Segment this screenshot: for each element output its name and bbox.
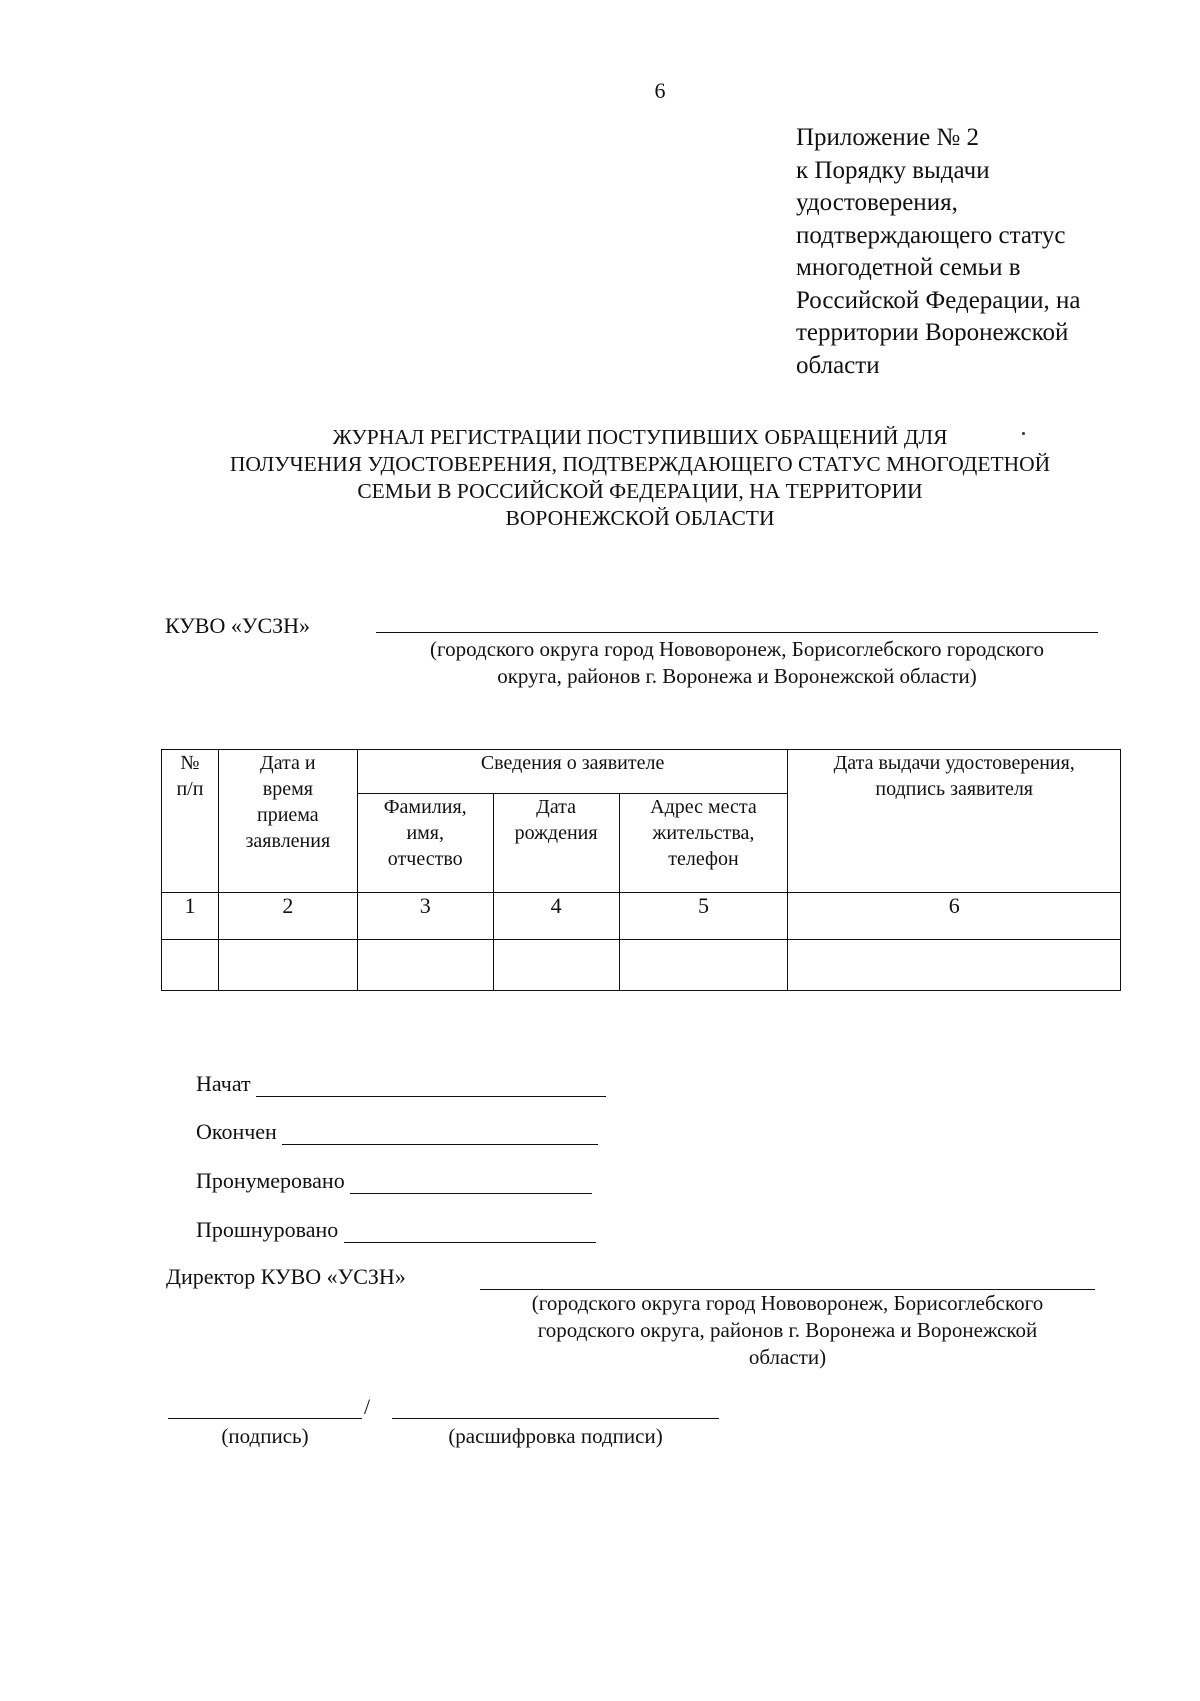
- header-full-name: Фамилия, имя, отчество: [357, 794, 493, 893]
- started-field: [196, 1071, 606, 1097]
- director-label: Директор КУВО «УСЗН»: [166, 1264, 406, 1289]
- title-line: ЖУРНАЛ РЕГИСТРАЦИИ ПОСТУПИВШИХ ОБРАЩЕНИЙ ДЛЯ: [332, 425, 948, 449]
- appendix-line: удостоверения,: [796, 189, 958, 216]
- organization-label: КУВО «УСЗН»: [165, 613, 311, 638]
- caption-line: области): [748, 1345, 827, 1369]
- registration-journal-table: [161, 749, 1121, 991]
- finished-label: Окончен: [196, 1119, 277, 1144]
- signature-decoding-line[interactable]: [392, 1418, 719, 1419]
- header-date-time: Дата и время приема заявления: [218, 750, 357, 893]
- table-row: [162, 940, 1121, 991]
- column-number: 6: [788, 893, 1121, 940]
- caption-line: городского округа, районов г. Воронежа и Воронежской: [537, 1318, 1038, 1342]
- table-cell[interactable]: [788, 940, 1121, 991]
- numbered-label: Пронумеровано: [196, 1168, 345, 1193]
- numbered-field: [196, 1168, 592, 1194]
- finished-field: [196, 1119, 598, 1145]
- page-number: 6: [654, 78, 666, 103]
- speck-mark: [1022, 432, 1025, 435]
- appendix-line: Российской Федерации, на: [796, 286, 1081, 314]
- finished-fill-line[interactable]: [282, 1122, 598, 1145]
- director-caption: [480, 1290, 1095, 1371]
- appendix-line: территории Воронежской: [796, 319, 1069, 346]
- appendix-line: Приложение № 2: [796, 124, 980, 151]
- signature-separator: /: [364, 1394, 371, 1419]
- column-number: 5: [619, 893, 788, 940]
- column-number: 1: [162, 893, 219, 940]
- signature-caption: (подпись): [221, 1424, 309, 1448]
- signature-line[interactable]: [168, 1418, 362, 1419]
- appendix-line: подтверждающего статус: [796, 221, 1066, 249]
- appendix-line: многодетной семьи в: [796, 254, 1021, 281]
- title-line: СЕМЬИ В РОССИЙСКОЙ ФЕДЕРАЦИИ, НА ТЕРРИТОРИИ: [357, 479, 923, 503]
- column-number: 2: [218, 893, 357, 940]
- numbered-fill-line[interactable]: [350, 1171, 592, 1194]
- title-line: ВОРОНЕЖСКОЙ ОБЛАСТИ: [505, 506, 775, 530]
- table-cell[interactable]: [162, 940, 219, 991]
- laced-field: [196, 1217, 596, 1243]
- laced-label: Прошнуровано: [196, 1217, 339, 1242]
- document-title: [160, 424, 1120, 532]
- appendix-reference: [796, 122, 1081, 382]
- caption-line: округа, районов г. Воронежа и Воронежской области): [497, 664, 977, 688]
- header-applicant-info: Сведения о заявителе: [357, 750, 788, 794]
- table-cell[interactable]: [493, 940, 619, 991]
- column-number: 4: [493, 893, 619, 940]
- signature-decoding-caption: (расшифровка подписи): [448, 1424, 663, 1448]
- caption-line: (городского округа город Нововоронеж, Борисоглебского городского: [430, 637, 1044, 661]
- organization-fill-line[interactable]: [376, 632, 1098, 633]
- appendix-line: к Порядку выдачи: [796, 156, 990, 184]
- title-line: ПОЛУЧЕНИЯ УДОСТОВЕРЕНИЯ, ПОДТВЕРЖДАЮЩЕГО СТАТУС МНОГОДЕТНОЙ: [229, 452, 1051, 476]
- column-number: 3: [357, 893, 493, 940]
- table-cell[interactable]: [357, 940, 493, 991]
- header-row-number: № п/п: [162, 750, 219, 893]
- organization-caption: [376, 636, 1098, 690]
- table-cell[interactable]: [218, 940, 357, 991]
- laced-fill-line[interactable]: [344, 1220, 596, 1243]
- appendix-line: области: [796, 351, 880, 379]
- started-fill-line[interactable]: [256, 1074, 606, 1097]
- started-label: Начат: [196, 1071, 251, 1096]
- caption-line: (городского округа город Нововоронеж, Борисоглебского: [531, 1291, 1044, 1315]
- header-birth-date: Дата рождения: [493, 794, 619, 893]
- column-number-row: [162, 893, 1121, 940]
- header-address: Адрес места жительства, телефон: [619, 794, 788, 893]
- table-cell[interactable]: [619, 940, 788, 991]
- header-issue-date: Дата выдачи удостоверения, подпись заявителя: [788, 750, 1121, 893]
